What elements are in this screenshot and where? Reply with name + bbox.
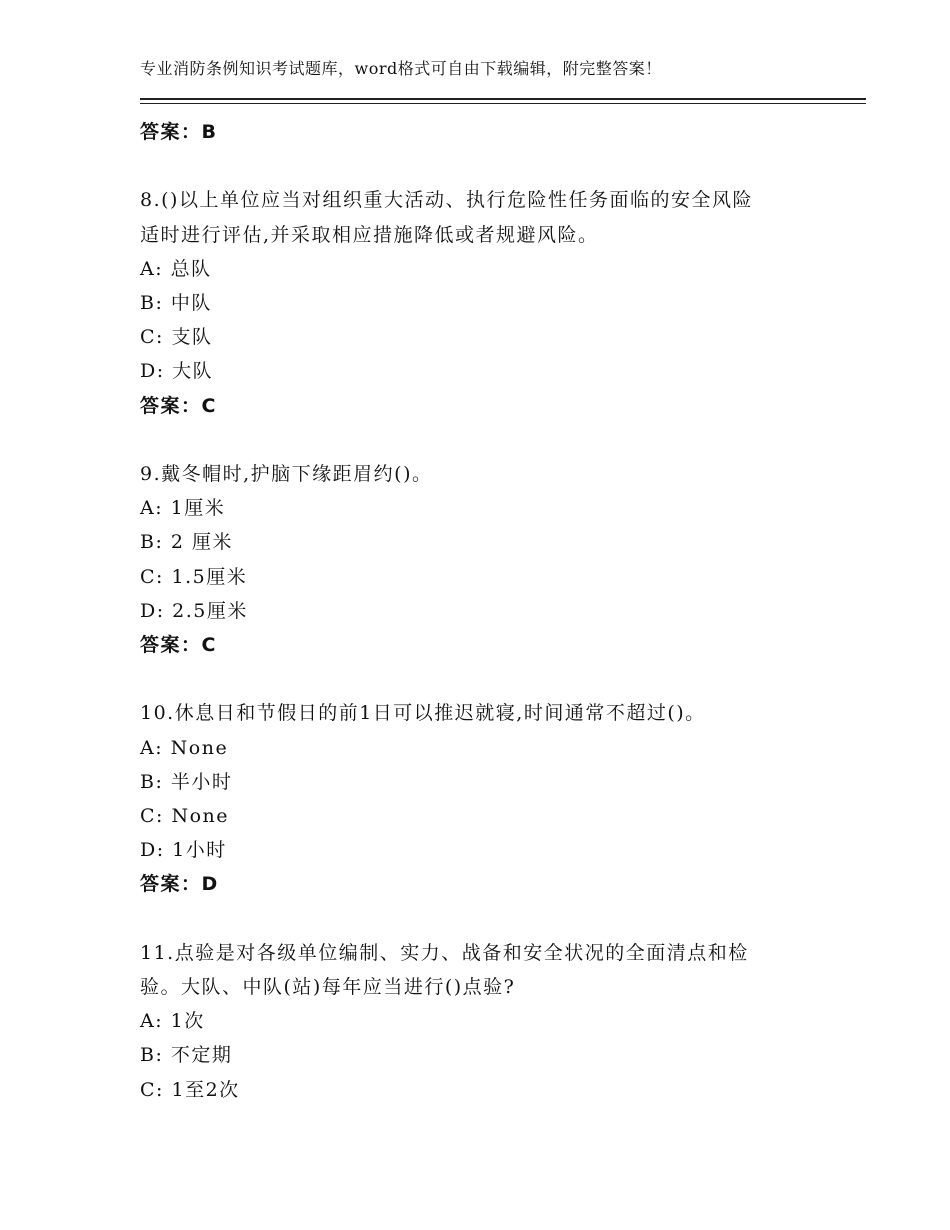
header-rule-thick [140,98,866,100]
question-stem: 11.点验是对各级单位编制、实力、战备和安全状况的全面清点和检 [140,941,749,964]
question-list [140,115,820,1107]
answer-line: 答案：C [140,634,217,657]
answer-line: 答案：D [140,873,219,896]
question-stem: 8.()以上单位应当对组织重大活动、执行危险性任务面临的安全风险 [140,189,753,212]
option-a: A: 总队 [140,257,212,280]
option-a: A: 1次 [140,1010,205,1033]
option-a: A: None [140,736,229,759]
question-block [140,183,820,422]
option-b: B: 半小时 [140,770,233,793]
option-b: B: 2 厘米 [140,531,234,554]
option-a: A: 1厘米 [140,497,226,520]
question-block [140,696,820,901]
option-c: C: 1至2次 [140,1078,240,1101]
answer-line: 答案：B [140,121,218,143]
question-stem: 10.休息日和节假日的前1日可以推迟就寝,时间通常不超过()。 [140,702,706,725]
option-c: C: 1.5厘米 [140,565,248,588]
option-b: B: 中队 [140,292,212,314]
option-d: D: 1小时 [140,839,227,862]
answer-line: 答案：C [140,394,217,417]
question-block [140,457,820,662]
question-stem: 适时进行评估,并采取相应措施降低或者规避风险。 [140,223,599,246]
option-d: D: 大队 [140,360,214,383]
option-b: B: 不定期 [140,1044,233,1067]
question-stem: 验。大队、中队(站)每年应当进行()点验? [140,976,516,999]
option-c: C: 支队 [140,326,213,349]
option-c: C: None [140,805,230,828]
page-header: 专业消防条例知识考试题库，word格式可自由下载编辑，附完整答案！ [140,59,662,78]
option-d: D: 2.5厘米 [140,599,248,622]
question-stem: 9.戴冬帽时,护脑下缘距眉约()。 [140,463,433,485]
header-rule-thin [140,103,866,104]
question-block [140,936,820,1107]
